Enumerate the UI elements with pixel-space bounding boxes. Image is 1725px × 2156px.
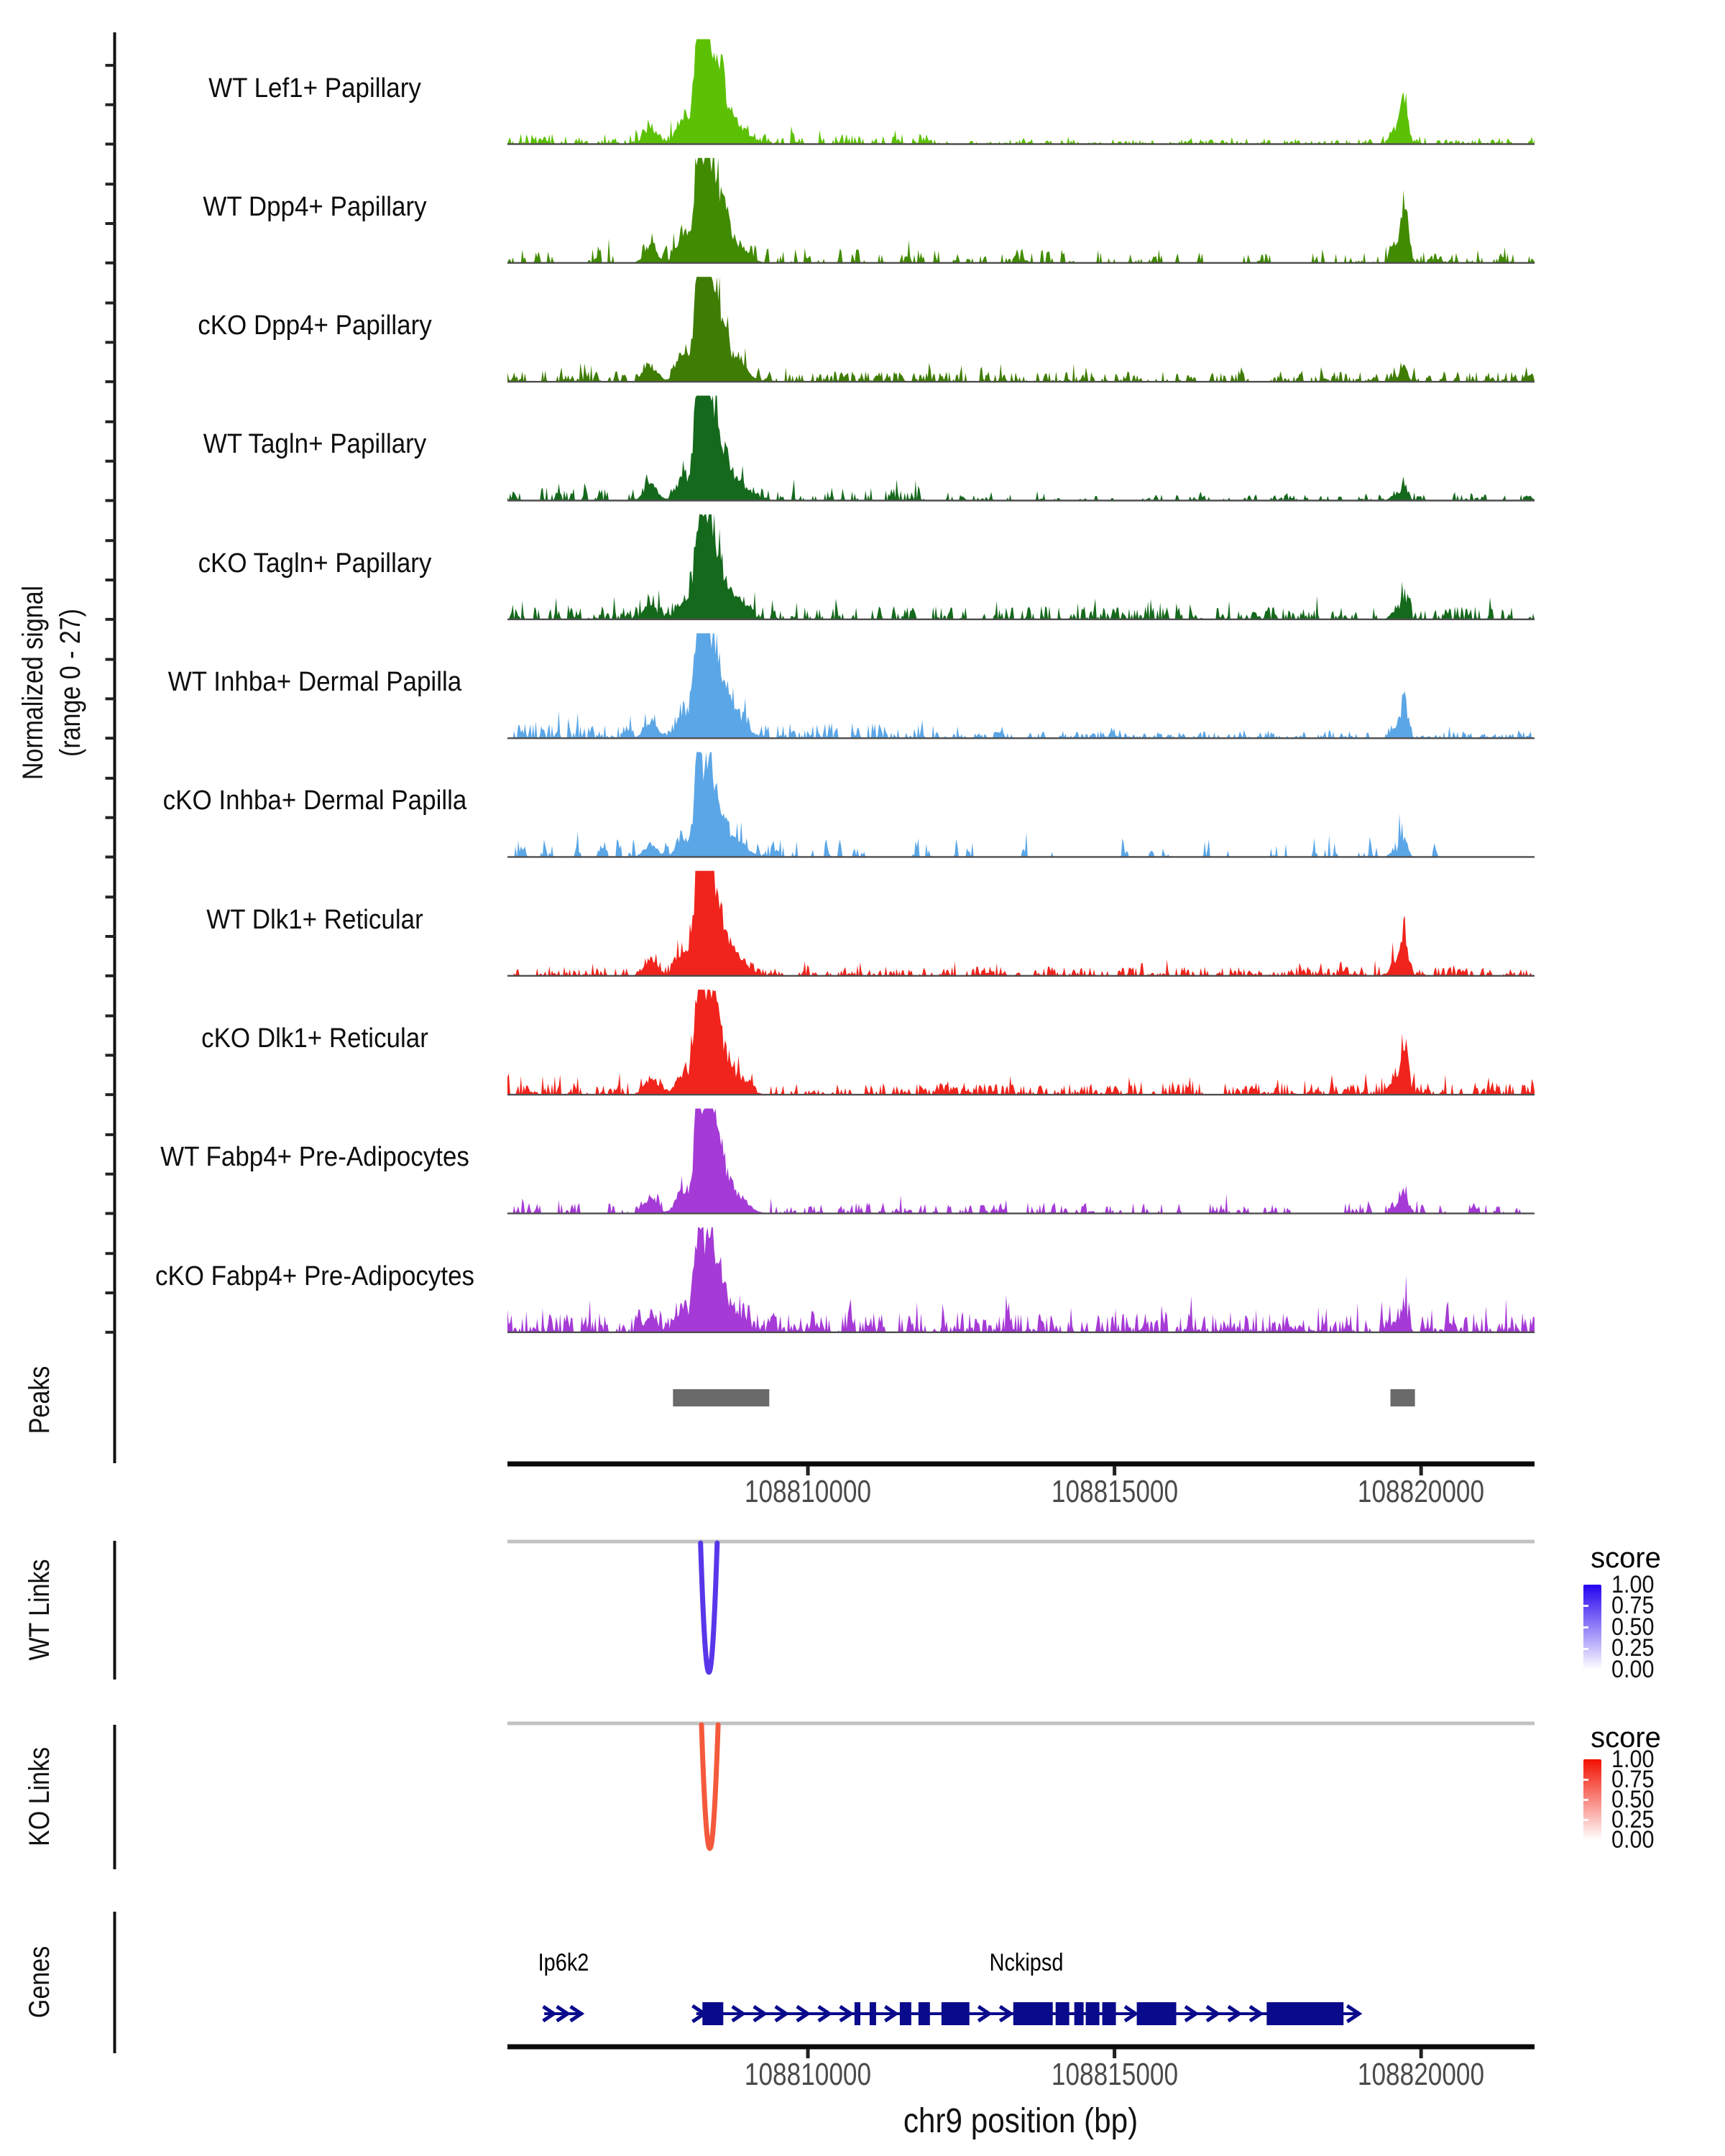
signal-axis-label-line1: Normalized signal [17,585,49,780]
coverage-area-10 [507,1109,1535,1214]
gene-exon-Nckipsd-1 [702,2002,723,2025]
genome-axis-top-ticklabel-0: 108810000 [744,1474,872,1509]
ko-legend-tick-0.25: 0.25 [1611,1806,1655,1833]
track-label-11: cKO Fabp4+ Pre-Adipocytes [155,1261,475,1291]
gene-exon-Nckipsd-9 [1075,2002,1084,2025]
track-label-7: cKO Inhba+ Dermal Papilla [162,786,467,816]
ko-legend-tick-0.00: 0.00 [1611,1826,1655,1853]
track-label-1: WT Lef1+ Papillary [208,73,421,103]
ko-links-legend-title: score [1591,1722,1661,1754]
genome-axis-bottom-ticklabel-2: 108820000 [1357,2057,1485,2092]
wt-links-legend-gradient [1583,1585,1601,1669]
coverage-area-5 [507,515,1535,619]
section-label-peaks: Peaks [24,1365,55,1434]
ko-legend-tick-1.00: 1.00 [1611,1746,1655,1773]
section-label-genes: Genes [24,1945,55,2019]
coverage-area-2 [507,158,1535,263]
track-label-9: cKO Dlk1+ Reticular [201,1023,428,1054]
track-label-5: cKO Tagln+ Papillary [198,548,432,579]
ko-links-legend-gradient [1583,1759,1601,1840]
wt-legend-tick-0.25: 0.25 [1611,1634,1655,1662]
wt-legend-tick-0.00: 0.00 [1611,1656,1655,1683]
coverage-area-4 [507,396,1535,501]
gene-exon-Nckipsd-6 [942,2002,970,2025]
coverage-area-9 [507,990,1535,1095]
track-label-6: WT Inhba+ Dermal Papilla [167,667,462,697]
gene-name-Ip6k2: Ip6k2 [538,1949,589,1976]
gene-exon-Nckipsd-3 [870,2002,876,2025]
gene-exon-Nckipsd-7 [1013,2002,1053,2025]
coverage-area-11 [507,1227,1535,1332]
genome-axis-bottom-ticklabel-0: 108810000 [744,2057,872,2092]
section-label-ko-links: KO Links [24,1747,55,1846]
peak-interval-1 [673,1389,769,1406]
wt-links-legend-title: score [1591,1542,1661,1574]
genome-axis-top-ticklabel-1: 108815000 [1051,1474,1179,1509]
coverage-area-7 [507,752,1535,857]
genome-axis-bottom-ticklabel-1: 108815000 [1051,2057,1179,2092]
gene-exon-Nckipsd-11 [1103,2002,1116,2025]
section-label-wt-links: WT Links [24,1559,55,1661]
peak-interval-2 [1391,1389,1415,1406]
wt-link-loop [701,1543,717,1672]
signal-axis-label [14,451,89,915]
coverage-area-6 [507,633,1535,738]
wt-legend-tick-0.75: 0.75 [1611,1592,1655,1619]
track-label-3: cKO Dpp4+ Papillary [198,310,432,341]
coverage-area-1 [507,40,1535,144]
coverage-area-3 [507,277,1535,382]
track-label-4: WT Tagln+ Papillary [203,429,427,459]
gene-exon-Nckipsd-8 [1056,2002,1070,2025]
track-label-8: WT Dlk1+ Reticular [206,905,423,935]
wt-legend-tick-0.50: 0.50 [1611,1613,1655,1641]
x-axis-title: chr9 position (bp) [903,2102,1138,2140]
gene-exon-Nckipsd-12 [1137,2002,1177,2025]
track-label-2: WT Dpp4+ Papillary [203,192,427,222]
wt-legend-tick-1.00: 1.00 [1611,1571,1655,1598]
gene-exon-Nckipsd-4 [900,2002,911,2025]
coverage-area-8 [507,871,1535,976]
gene-name-Nckipsd: Nckipsd [989,1949,1064,1976]
genome-axis-top-ticklabel-2: 108820000 [1357,1474,1485,1509]
signal-axis-label-line2: (range 0 - 27) [55,609,86,757]
gene-exon-Nckipsd-5 [919,2002,930,2025]
ko-legend-tick-0.75: 0.75 [1611,1766,1655,1793]
ko-link-loop [702,1725,718,1848]
track-label-10: WT Fabp4+ Pre-Adipocytes [160,1142,469,1172]
ko-legend-tick-0.50: 0.50 [1611,1786,1655,1813]
gene-exon-Nckipsd-13 [1266,2002,1343,2025]
gene-exon-Nckipsd-10 [1086,2002,1100,2025]
gene-exon-Nckipsd-2 [855,2002,860,2025]
